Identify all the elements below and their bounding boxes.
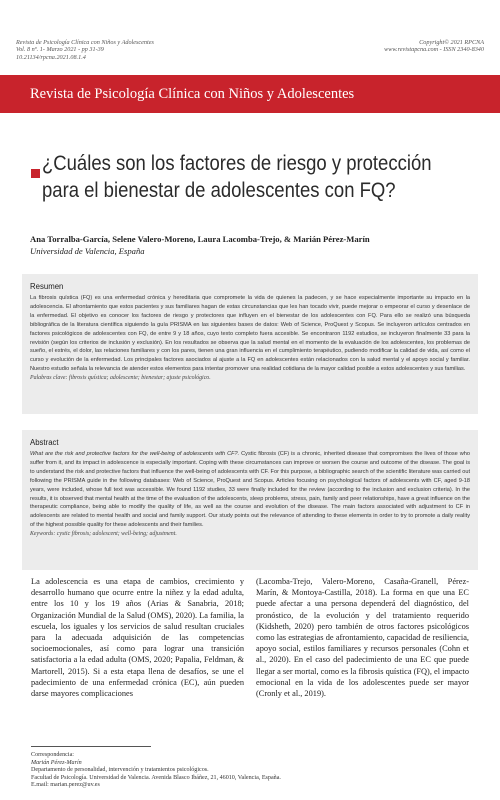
correspondence-department: Departamento de personalidad, intervención y tratamientos psicológicos. — [31, 767, 209, 774]
website-issn[interactable]: www.revistapcna.com - ISSN 2340-8340 — [384, 46, 484, 54]
body-column-2: (Lacomba-Trejo, Valero-Moreno, Casaña-Granell, Pérez-Marín, & Montoya-Castilla, 2018). La forma en que una EC puede afectar a una persona dependerá del diagnóstico, del pronóstico, de la evolución y del tratamiento requerido (Kidsheth, 2020) pero también de otros factores psicológicos como las estrategias de afrontamiento, capacidad de resiliencia, apoyo social, estilos familiares y recursos personales (Cohn et al., 2020). En el caso del padecimiento de una EC que puede llegar a ser mortal, como es la fibrosis quística (FQ), el impacto emocional en la vida de los adolescentes puede ser mayor (Cronly et al., 2019). — [256, 577, 469, 699]
article-title-line-2: para el bienestar de adolescentes con FQ? — [42, 178, 396, 202]
correspondence-name: Marián Pérez-Marín — [31, 759, 82, 766]
correspondence-block — [31, 752, 451, 790]
abstract-keywords: Keywords: cystic fibrosis; adolescent; well-being; adjustment. — [30, 531, 177, 538]
abstract-heading: Abstract — [30, 438, 59, 447]
resumen-box — [22, 274, 478, 414]
abstract-text — [30, 450, 470, 530]
affiliation: Universidad de Valencia, España — [30, 246, 145, 256]
body-column-1: La adolescencia es una etapa de cambios, crecimiento y desarrollo humano que ocurre entre la niñez y la edad adulta, entre los 10 y los 19 años (Arias & Sanabria, 2018; Organización Mundial de la Salud (OMS), 2020). La familia, la escuela, los iguales y los servicios de salud resultan cruciales para la adecuada adquisición de las competencias socioemocionales, así como para lograr una transición satisfactoria a la edad adulta (OMS, 2020; Papalia, Feldman, & Martorell, 2015). Si a esta etapa llena de desafíos, se une el padecimiento de una enfermedad crónica (EC), aún pueden darse mayores complicaciones — [31, 577, 244, 699]
resumen-text: La fibrosis quística (FQ) es una enfermedad crónica y hereditaria que compromete la vida de quienes la padecen, y se hace especialmente importante su impacto en la adolescencia. El afrontamiento que estos pacientes y sus familiares hagan de estas circunstancias que les han tocado vivir, puede mejorar o empeorar el curso y desenlace de la enfermedad. El objetivo es conocer los factores de riesgo y protectores que influyen en el bienestar de los adolescentes con FQ. Para ello se realizó una búsqueda bibliográfica de la literatura científica siguiendo la guía PRISMA en las siguientes bases de datos: Web of Science, ProQuest y Scopus. Se incluyeron artículos centrados en factores psicológicos de adolescentes con FQ, de entre 9 y 18 años, cuyo texto completo fuera accesible. Se encontraron 1192 estudios, se incluyeron finalmente 33 para la revisión (según los criterios de inclusión y exclusión). En los resultados se observa que la salud mental en el momento de la evaluación de los adolescentes, los problemas de sueño, el estrés, el dolor, las relaciones familiares y con los pares, tienen una gran influencia en el cumplimiento terapéutico, pudiendo modificar la calidad de vida, así como el curso y evolución de la enfermedad. Los principales factores asociados al ajuste a la FQ en adolescentes están relacionados con la salud mental y el apoyo social y familiar. Nuestro estudio señala la relevancia de atender estos elementos para intentar promover una realidad cotidiana de la mayor calidad posible a estos adolescentes y sus familias. — [30, 295, 470, 373]
resumen-keywords: Palabras clave: fibrosis quística; adolescente; bienestar; ajuste psicológico. — [30, 375, 211, 382]
abstract-box — [22, 430, 478, 570]
footnote-divider — [31, 746, 151, 747]
authors: Ana Torralba-García, Selene Valero-Moreno, Laura Lacomba-Trejo, & Marián Pérez-Marín — [30, 234, 370, 244]
abstract-body: Cystic fibrosis (CF) is a chronic, inherited disease that compromises the lives of those who suffer from it, and its impact in adolescence is especially important. Coping with these circumstances can improve or worsen the course and outcome of the disease. The goal is to understand the risk and protective factors that influence the well-being of adolescents with CF. For this purpose, a bibliographic search of the scientific literature was carried out following the PRISMA guide in the following databases: Web of Science, ProQuest and Scopus. Articles focusing on psychological factors of adolescents with CF, aged 9-18 years, were included, whose full text was accessible. We found 1192 studies, 33 were finally included for the review (according to the inclusion and exclusion criteria). In the results, it is observed that mental health at the time of the evaluation of the adolescents, sleep problems, stress, pain, family and peer relationships, have a great influence on the therapeutic compliance, being able to modify the quality of life, as well as the course and evolution of the disease. The main factors associated with adjustment to CF in adolescents are related to mental health and social and family support. Our study points out the relevance of attending to these elements in order to try to promote a daily reality of the highest possible quality for these adolescents and their families. — [30, 451, 470, 529]
journal-header-left — [16, 39, 246, 61]
title-square-marker — [31, 169, 40, 178]
doi[interactable]: 10.21134/rpcna.2021.08.1.4 — [16, 53, 86, 61]
resumen-heading: Resumen — [30, 282, 64, 291]
correspondence-address: Facultad de Psicología. Universidad de Valencia. Avenida Blasco Ibáñez, 21, 46010, Valencia, España. — [31, 774, 281, 781]
copyright: Copyright© 2021 RPCNA — [419, 39, 484, 46]
article-title — [42, 150, 432, 204]
abstract-title-italic: What are the risk and protective factors for the well-being of adolescents with CF?. — [30, 451, 240, 457]
volume-info: Vol. 8 nº. 1- Marzo 2021 - pp 31-39 — [16, 46, 104, 54]
correspondence-email[interactable]: E.mail: marian.perez@uv.es — [31, 782, 100, 789]
journal-banner — [0, 75, 500, 113]
article-title-line-1: ¿Cuáles son los factores de riesgo y protección — [42, 151, 432, 175]
banner-journal-title: Revista de Psicología Clínica con Niños y Adolescentes — [30, 86, 355, 102]
journal-name: Revista de Psicología Clínica con Niños y Adolescentes — [16, 39, 154, 46]
journal-header-right — [264, 39, 484, 54]
correspondence-label: Correspondencia: — [31, 752, 74, 758]
